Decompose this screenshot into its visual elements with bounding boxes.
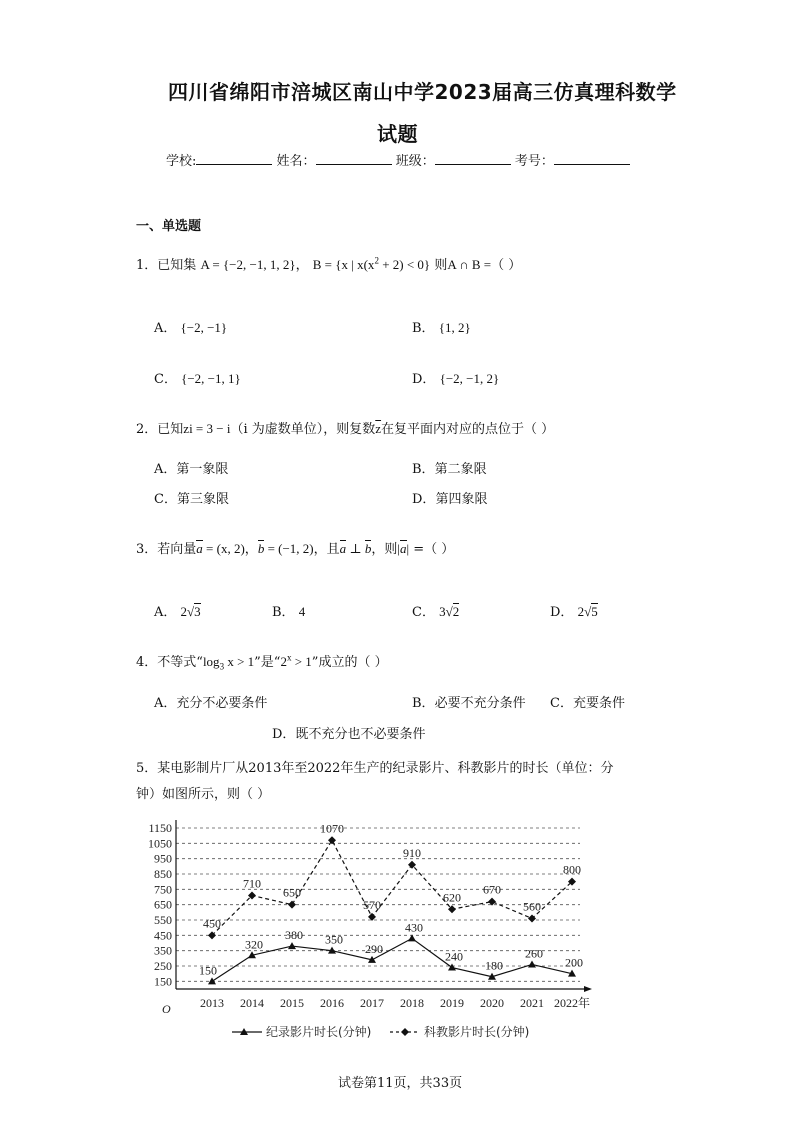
option-label: B． xyxy=(412,462,435,477)
q3-option-b[interactable] xyxy=(272,601,305,620)
log-base: 3 xyxy=(219,661,225,672)
pow-rest: > 1 xyxy=(291,654,312,669)
option-label: C． xyxy=(154,492,177,507)
y-tick-label: 350 xyxy=(154,943,172,958)
question-stem: ，则 xyxy=(371,542,398,557)
option-label: B． xyxy=(412,321,435,336)
y-tick-label: 250 xyxy=(154,959,172,973)
question-3 xyxy=(136,538,454,557)
film-duration-line-chart xyxy=(140,816,600,1046)
option-text: {1, 2} xyxy=(438,320,471,335)
option-label: D． xyxy=(272,727,296,742)
question-stem: 在复平面内对应的点位于（ ） xyxy=(381,422,555,437)
log-rest: x > 1 xyxy=(224,654,255,669)
option-label: A． xyxy=(154,462,177,477)
question-number: 1． xyxy=(136,258,158,273)
class-blank xyxy=(435,152,511,165)
answer-paren: （ ） xyxy=(491,258,522,273)
y-tick-label: 1150 xyxy=(148,821,172,835)
series-line-1 xyxy=(212,840,572,935)
x-tick-label: 2017 xyxy=(360,996,384,1010)
pow-base: 2 xyxy=(280,654,287,669)
name-blank xyxy=(316,152,392,165)
q3-option-a[interactable] xyxy=(154,601,201,620)
x-tick-label: 2014 xyxy=(240,996,264,1010)
coef: 2 xyxy=(180,604,188,619)
answer-paren: =（ ） xyxy=(409,542,455,557)
question-stem: 已知 xyxy=(157,422,184,437)
coef: 3 xyxy=(439,604,446,619)
data-label: 570 xyxy=(363,897,381,912)
question-stem: 则 xyxy=(434,258,448,273)
option-label: C． xyxy=(412,605,435,620)
data-label: 200 xyxy=(565,955,583,970)
punct: ， xyxy=(295,258,309,273)
set-b-expr xyxy=(313,257,430,272)
data-label: 450 xyxy=(203,916,221,931)
question-stem: （i 为虚数单位），则复数 xyxy=(230,422,376,437)
data-point-triangle xyxy=(208,977,216,984)
punct: ， xyxy=(244,542,258,557)
class-label: 班级： xyxy=(395,154,435,169)
data-label: 290 xyxy=(365,941,383,956)
question-4 xyxy=(136,651,388,672)
question-number: 4． xyxy=(136,655,158,670)
q3-option-c[interactable] xyxy=(412,601,459,620)
question-5-line2: 钟）如图所示，则（ ） xyxy=(136,787,271,802)
question-stem: ”成立的（ ） xyxy=(311,655,388,670)
legend-label-0: 纪录影片时长(分钟) xyxy=(266,1025,372,1039)
question-number: 3． xyxy=(136,542,158,557)
set-a-expr: A = {−2, −1, 1, 2} xyxy=(200,257,296,272)
question-number: 5． xyxy=(136,761,158,776)
page-footer: 试卷第11页，共33页 xyxy=(338,1076,463,1091)
school-blank xyxy=(196,152,272,165)
x-tick-label: 2021 xyxy=(520,996,544,1010)
radicand: 5 xyxy=(591,604,598,619)
radicand: 2 xyxy=(452,604,460,619)
q4-option-d[interactable] xyxy=(272,723,425,742)
x-tick-label: 2018 xyxy=(400,996,424,1010)
question-1 xyxy=(136,254,521,273)
option-text: 4 xyxy=(298,604,306,619)
complex-equation: zi = 3 − i xyxy=(183,421,231,436)
question-5-line1 xyxy=(136,757,613,776)
data-point-triangle xyxy=(528,960,536,967)
data-label: 670 xyxy=(483,882,501,897)
data-label: 320 xyxy=(245,937,263,952)
pow-exp: x xyxy=(286,652,292,663)
x-tick-label: 2022年 xyxy=(553,996,591,1010)
data-label: 650 xyxy=(283,885,301,900)
legend-label-1: 科教影片时长(分钟) xyxy=(424,1025,530,1039)
data-label: 240 xyxy=(445,949,463,964)
vector-b-def xyxy=(258,540,314,556)
student-info-row xyxy=(166,150,630,169)
legend-marker-diamond xyxy=(401,1028,409,1036)
option-label: A． xyxy=(154,605,177,620)
option-text: 第二象限 xyxy=(434,462,487,477)
set-b-part: B = {x | x(x xyxy=(312,257,375,272)
section-title: 一、单选题 xyxy=(136,219,202,234)
vector-a-def xyxy=(196,540,245,556)
y-tick-label: 1050 xyxy=(148,836,172,851)
option-label: B． xyxy=(272,605,295,620)
option-text: 2√3 xyxy=(180,604,201,619)
option-text: {−2, −1, 2} xyxy=(439,371,500,386)
option-label: C． xyxy=(154,372,177,387)
q3-option-d[interactable] xyxy=(550,601,598,620)
question-stem: 若向量 xyxy=(157,542,197,557)
data-point-triangle xyxy=(408,934,416,941)
option-label: D． xyxy=(412,372,436,387)
option-text: 充要条件 xyxy=(572,696,625,711)
question-number: 2． xyxy=(136,422,158,437)
q4-option-b[interactable] xyxy=(412,692,526,711)
y-tick-label: 850 xyxy=(154,867,172,881)
vector-b: b xyxy=(364,541,372,556)
data-label: 260 xyxy=(525,946,543,961)
option-label: D． xyxy=(550,605,574,620)
q1-option-d[interactable] xyxy=(412,368,499,387)
question-stem: 已知集 xyxy=(157,258,197,273)
x-axis-arrow xyxy=(584,986,592,992)
data-label: 180 xyxy=(485,958,503,973)
coef: 2 xyxy=(577,604,585,619)
data-label: 560 xyxy=(523,899,541,914)
page-title-line2: 试题 xyxy=(377,122,418,146)
perp-expr xyxy=(340,540,372,556)
x-tick-label: 2016 xyxy=(320,996,344,1010)
y-tick-label: 150 xyxy=(154,974,172,989)
y-tick-label: 550 xyxy=(154,913,172,927)
perp-symbol: ⊥ xyxy=(346,541,365,556)
question-stem: 不等式“ xyxy=(157,655,203,670)
y-tick-label: 750 xyxy=(154,882,172,897)
option-text: 既不充分也不必要条件 xyxy=(295,727,426,742)
exam-number-label: 考号： xyxy=(514,154,554,169)
option-text: 第一象限 xyxy=(176,462,229,477)
q4-option-c[interactable] xyxy=(550,692,625,711)
data-label: 430 xyxy=(405,920,423,935)
q1-option-a[interactable] xyxy=(154,317,227,336)
vector-b-value: = (−1, 2) xyxy=(264,541,314,556)
q1-option-c[interactable] xyxy=(154,368,241,387)
option-text: {−2, −1, 1} xyxy=(181,371,241,386)
option-text: 3√2 xyxy=(439,604,460,619)
option-label: D． xyxy=(412,492,436,507)
data-label: 350 xyxy=(325,932,343,947)
vector-a: a xyxy=(339,541,347,556)
intersection-expr: A ∩ B = xyxy=(447,257,492,272)
origin-label: O xyxy=(162,1002,171,1016)
x-tick-label: 2013 xyxy=(200,996,224,1010)
series-line-0 xyxy=(212,938,572,981)
option-text: {−2, −1} xyxy=(180,320,228,335)
log-fn: log xyxy=(202,654,220,669)
vector-a: a xyxy=(196,541,203,556)
data-label: 910 xyxy=(403,845,421,860)
conjugate-z: $\overline{z}$ xyxy=(375,421,382,436)
log-expr xyxy=(202,654,255,672)
x-tick-label: 2015 xyxy=(280,996,304,1010)
abs-a-expr: |a| xyxy=(397,541,410,556)
option-label: C． xyxy=(550,696,573,711)
y-tick-label: 950 xyxy=(154,851,172,866)
vector-b: b xyxy=(257,541,265,556)
data-point-triangle xyxy=(288,942,296,949)
radicand: 3 xyxy=(194,604,201,619)
q4-option-a[interactable] xyxy=(154,692,267,711)
data-label: 1070 xyxy=(320,821,344,836)
question-stem: ，且 xyxy=(313,542,340,557)
data-label: 800 xyxy=(563,862,581,877)
exam-number-blank xyxy=(554,152,630,165)
option-text: 第四象限 xyxy=(435,492,488,507)
option-text: 第三象限 xyxy=(176,492,229,507)
option-label: B． xyxy=(412,696,435,711)
data-point-diamond xyxy=(528,914,536,922)
option-label: A． xyxy=(154,696,177,711)
data-point-triangle xyxy=(448,964,456,971)
q2-option-a[interactable] xyxy=(154,458,228,477)
option-text: 充分不必要条件 xyxy=(176,696,268,711)
data-point-diamond xyxy=(288,901,296,909)
data-label: 710 xyxy=(243,876,261,891)
set-b-sup: 2 xyxy=(374,255,379,266)
q2-option-d[interactable] xyxy=(412,488,487,507)
x-tick-label: 2020 xyxy=(480,996,504,1010)
set-b-part: + 2) < 0} xyxy=(378,257,431,272)
data-label: 380 xyxy=(285,928,303,943)
question-stem: 某电影制片厂从2013年至2022年生产的纪录影片、科教影片的时长（单位：分 xyxy=(157,761,614,776)
vector-a-value: = (x, 2) xyxy=(202,541,245,556)
y-tick-label: 450 xyxy=(154,928,172,943)
question-stem: ”是“ xyxy=(254,655,281,670)
x-tick-label: 2019 xyxy=(440,996,464,1010)
page-title-line1: 四川省绵阳市涪城区南山中学2023届高三仿真理科数学 xyxy=(168,80,677,104)
option-text: 2√5 xyxy=(577,604,598,619)
name-label: 姓名： xyxy=(276,154,316,169)
q2-option-c[interactable] xyxy=(154,488,229,507)
vector-a: a xyxy=(400,541,407,556)
question-2 xyxy=(136,418,554,437)
y-tick-label: 650 xyxy=(154,897,172,912)
pow-expr xyxy=(280,654,311,669)
school-label: 学校: xyxy=(166,154,197,169)
option-text: 必要不充分条件 xyxy=(434,696,526,711)
data-label: 150 xyxy=(199,963,217,978)
q2-option-b[interactable] xyxy=(412,458,487,477)
data-label: 620 xyxy=(443,890,461,905)
q1-option-b[interactable] xyxy=(412,317,471,336)
option-label: A． xyxy=(154,321,177,336)
